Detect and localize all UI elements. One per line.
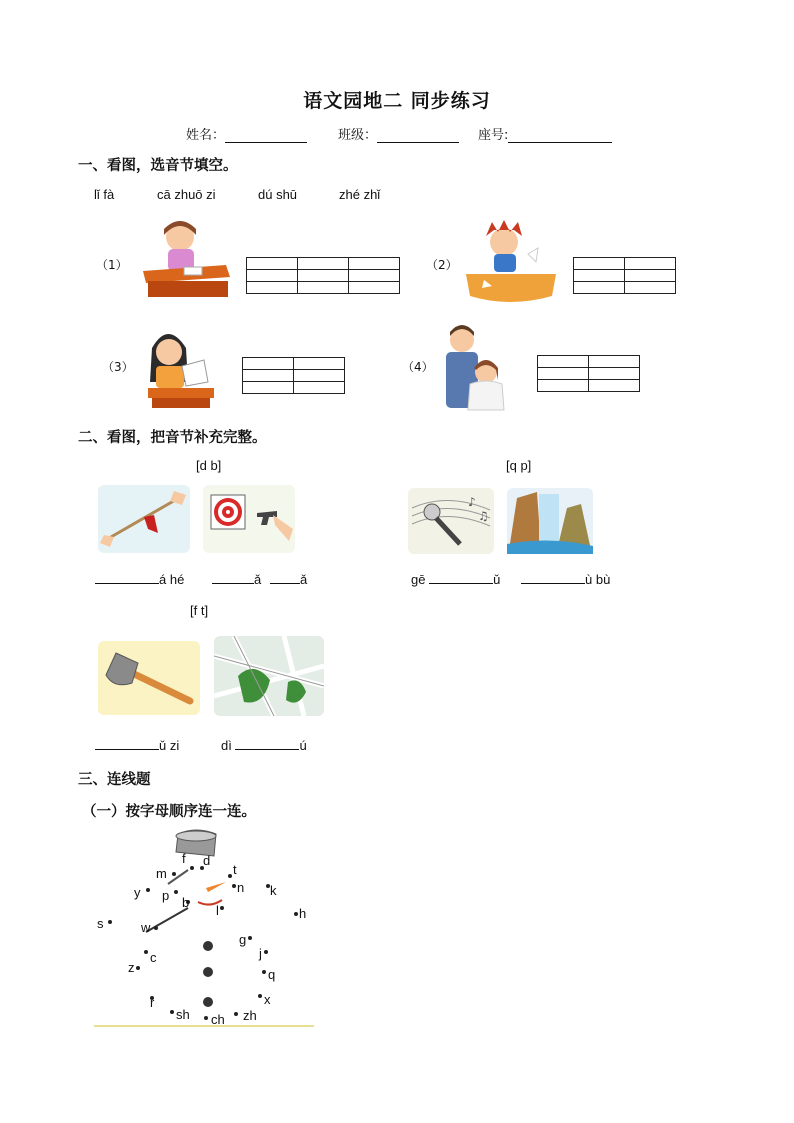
group1-blank-3[interactable] — [270, 571, 300, 584]
group1-fill-row — [95, 571, 184, 587]
dot-label-k: k — [270, 883, 277, 898]
option-2: cā zhuō zi — [157, 187, 216, 202]
dot-label-b: b — [182, 895, 190, 910]
dot-label-x: x — [264, 992, 271, 1007]
group2-blank-2[interactable] — [521, 571, 585, 584]
dot-label-q: q — [268, 967, 276, 982]
page-title: 语文园地二 同步练习 — [303, 90, 491, 112]
group3-blank-1[interactable] — [95, 737, 159, 750]
option-3: dú shū — [258, 187, 298, 202]
item4-answer-grid[interactable] — [537, 355, 640, 392]
section1-heading: 一、看图，选音节填空。 — [78, 157, 238, 174]
item3-number: （3） — [102, 360, 134, 374]
group1-fill-row-3 — [270, 571, 307, 587]
dot-label-y: y — [134, 885, 141, 900]
name-label: 姓名： — [186, 128, 226, 143]
map-image — [214, 636, 324, 716]
group1-fill-row-2 — [212, 571, 261, 587]
name-blank[interactable] — [225, 128, 307, 143]
tug-of-war-image — [98, 485, 190, 553]
section3-heading: 三、连线题 — [78, 771, 151, 788]
svg-text:♪: ♪ — [468, 495, 476, 509]
group1-blank-2[interactable] — [212, 571, 254, 584]
section2-heading: 二、看图，把音节补充完整。 — [78, 429, 267, 446]
dot-label-ch: ch — [211, 1012, 225, 1027]
dot-label-c: c — [150, 950, 157, 965]
item1-number: （1） — [96, 258, 128, 272]
dot-label-r: r — [150, 995, 155, 1010]
class-field-row — [338, 124, 459, 143]
girl-reading-book-image — [138, 326, 223, 411]
seat-field-row — [478, 124, 612, 143]
class-blank[interactable] — [377, 128, 459, 143]
group1-answer-3: ǎ — [300, 572, 308, 587]
group1-answer-1: á hé — [159, 572, 185, 587]
dot-label-d: d — [203, 853, 211, 868]
dot-label-h: h — [299, 906, 307, 921]
dot-label-f: f — [182, 851, 186, 866]
dot-label-l: l — [216, 903, 219, 918]
option-1: lǐ fà — [94, 187, 115, 202]
singing-microphone-image — [408, 488, 494, 554]
girl-wiping-table-image — [138, 215, 233, 300]
group2-answer-2: ǔ — [493, 572, 501, 587]
seat-label: 座号: — [478, 128, 509, 143]
group3-answer-2: dì — [221, 738, 232, 753]
dot-label-g: g — [239, 932, 247, 947]
dot-label-m: m — [156, 866, 167, 881]
target-shooting-image — [203, 485, 295, 553]
boy-folding-paper-image — [464, 218, 559, 303]
dot-label-t: t — [233, 862, 237, 877]
group1-answer-2: ǎ — [254, 572, 262, 587]
group3-blank-2[interactable] — [235, 737, 299, 750]
dot-label-j: j — [259, 946, 262, 961]
group2-fill-row — [411, 571, 500, 587]
group3-fill-row-2 — [221, 737, 307, 753]
dot-label-zh: zh — [243, 1008, 257, 1023]
option-4: zhé zhǐ — [339, 187, 381, 202]
item2-number: （2） — [426, 258, 458, 272]
group2-letters: [q p] — [506, 458, 532, 473]
barber-cutting-hair-image — [440, 322, 510, 412]
dot-label-w: w — [141, 920, 151, 935]
axe-image — [98, 641, 200, 715]
seat-blank[interactable] — [508, 128, 612, 143]
group1-blank-1[interactable] — [95, 571, 159, 584]
class-label: 班级： — [338, 128, 378, 143]
group3-answer-1: ǔ zi — [159, 738, 180, 753]
item3-answer-grid[interactable] — [242, 357, 345, 394]
group3-letters: [f t] — [190, 603, 209, 618]
group1-letters: [d b] — [196, 458, 222, 473]
group2-answer-1: gē — [411, 572, 426, 587]
name-field-row — [186, 124, 307, 143]
group3-answer-3: ú — [299, 738, 307, 753]
group2-fill-row-2 — [521, 571, 610, 587]
group2-blank-1[interactable] — [429, 571, 493, 584]
dot-label-n: n — [237, 880, 245, 895]
svg-text:♫: ♫ — [478, 509, 489, 523]
dot-label-s: s — [97, 916, 104, 931]
item1-answer-grid[interactable] — [246, 257, 400, 294]
dot-label-p: p — [162, 888, 170, 903]
dot-label-z: z — [128, 960, 135, 975]
dot-label-sh: sh — [176, 1007, 190, 1022]
item4-number: （4） — [402, 360, 434, 374]
waterfall-image — [507, 488, 593, 554]
item2-answer-grid[interactable] — [573, 257, 676, 294]
group3-fill-row — [95, 737, 179, 753]
group2-answer-3: ù bù — [585, 572, 611, 587]
section3-sub-heading: （一）按字母顺序连一连。 — [82, 803, 256, 820]
